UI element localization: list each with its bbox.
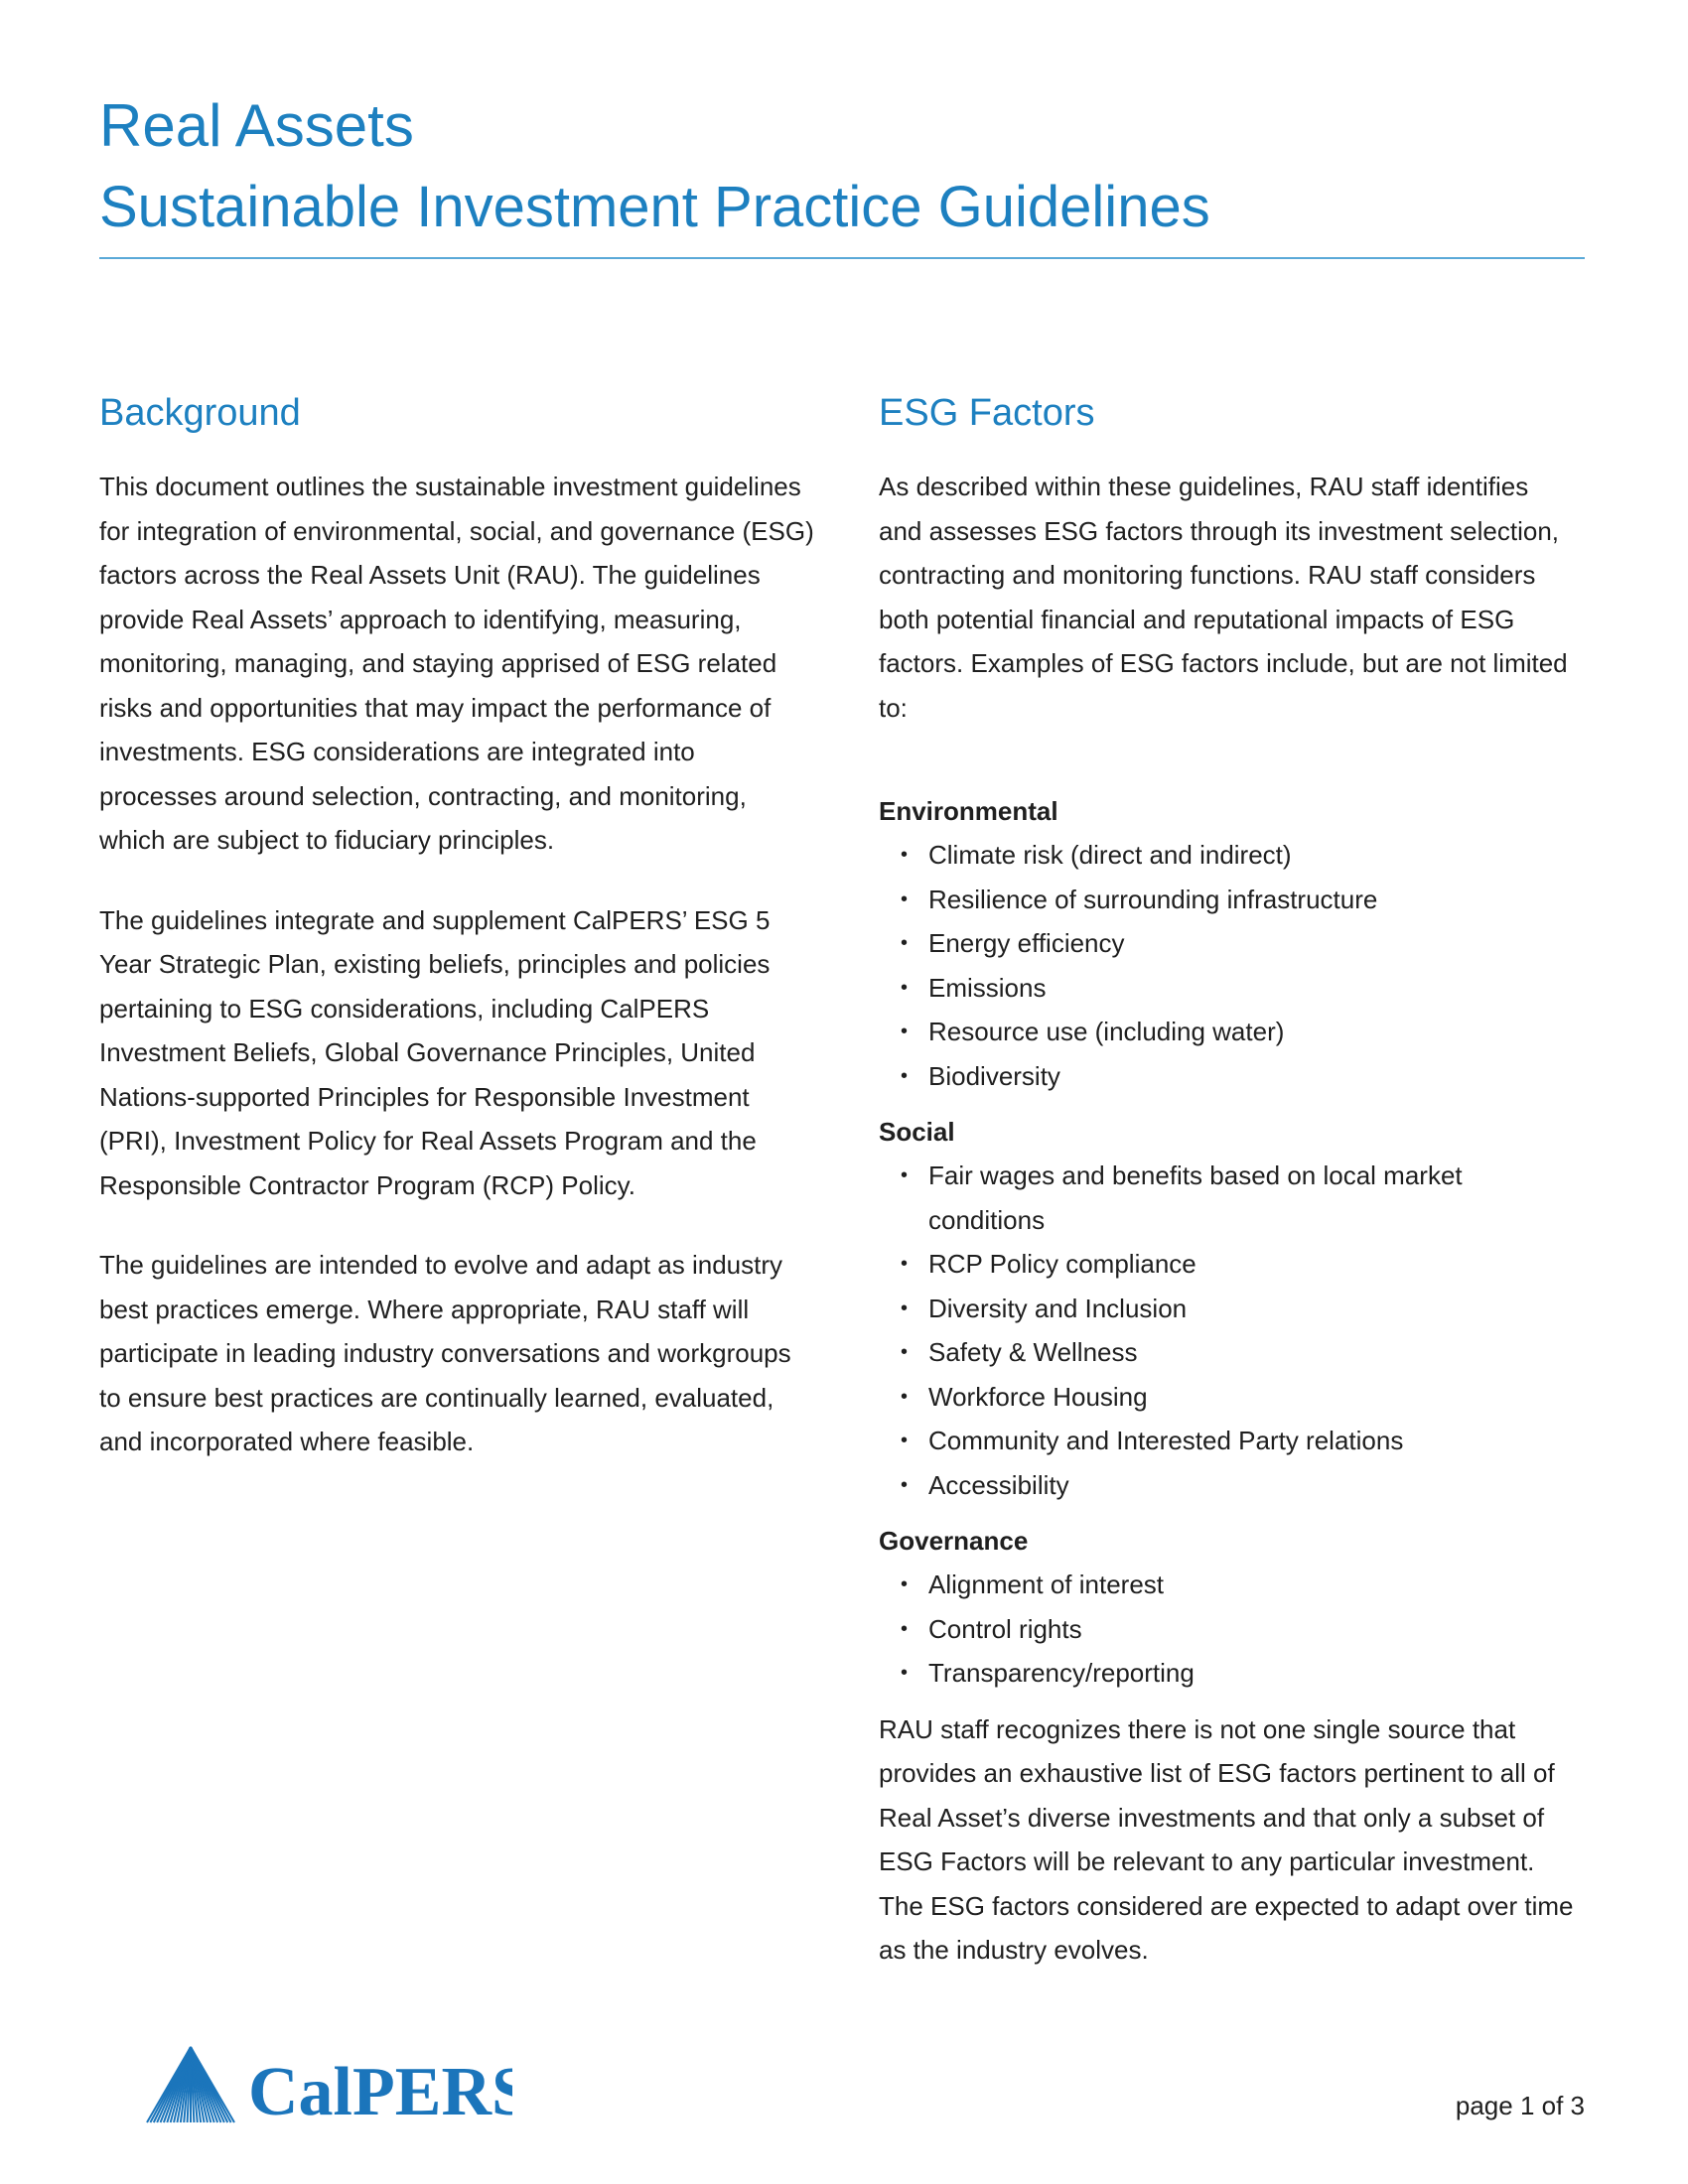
list-item: • Energy efficiency [901,921,1574,966]
bullet-icon: • [901,976,909,999]
bullet-icon: • [901,887,909,910]
bullet-icon: • [901,1662,909,1684]
esg-intro-paragraph: As described within these guidelines, RAU staff identifies and assesses ESG factors through its investment selection, contracting and monitoring functions. RAU staff considers both potential financial and reputational impacts of ESG factors. Examples of ESG factors include, but are not limited to: [879,472,1568,723]
bullet-icon: • [901,1164,909,1186]
list-item: • Fair wages and benefits based on local market conditions [901,1154,1574,1242]
list-item: • Community and Interested Party relations [901,1419,1574,1463]
background-section [99,387,814,1464]
list-item: • Transparency/reporting [901,1651,1574,1696]
governance-block [879,1519,1574,1696]
list-item: • Accessibility [901,1463,1574,1508]
page-number: page 1 of 3 [1455,2091,1585,2120]
list-item: • Diversity and Inclusion [901,1287,1574,1331]
list-item: • Workforce Housing [901,1375,1574,1420]
bullet-icon: • [901,1021,909,1042]
list-item: • RCP Policy compliance [901,1242,1574,1287]
background-heading: Background [99,392,301,434]
document-title: Real Assets [99,92,414,159]
background-paragraph-1: This document outlines the sustainable investment guidelines for integration of environmental, social, and governance (ESG) factors across the Real Assets Unit (RAU). The guidelines provide Real Assets’ approach to identifying, measuring, monitoring, managing, and staying apprised of ESG related risks and opportunities that may impact the performance of investments. ESG considerations are integrated into processes around selection, contracting, and monitoring, which are subject to fiduciary principles. [99,472,814,855]
list-item: • Resilience of surrounding infrastructure [901,878,1574,922]
list-item: • Emissions [901,966,1574,1011]
bullet-icon: • [901,844,909,866]
list-item: • Biodiversity [901,1054,1574,1099]
esg-factors-heading: ESG Factors [879,392,1095,434]
environmental-list [879,833,1574,1098]
bullet-icon: • [901,1341,909,1363]
esg-closing-paragraph: RAU staff recognizes there is not one single source that provides an exhaustive list of ESG factors pertinent to all of Real Asset’s diverse investments and that only a subset of ESG Factors will be relevant to any particular investment. The ESG factors considered are expected to adapt over time as the industry evolves. [879,1713,1574,1965]
background-paragraph-2: The guidelines integrate and supplement CalPERS’ ESG 5 Year Strategic Plan, existing beliefs, principles and policies pertaining to ESG considerations, including CalPERS Investment Beliefs, Global Governance Principles, United Nations-supported Principles for Responsible Investment (PRI), Investment Policy for Real Assets Program and the Responsible Contractor Program (RCP) Policy. [99,904,771,1200]
background-paragraph-3: The guidelines are intended to evolve and adapt as industry best practices emerge. Where appropriate, RAU staff will participate in leading industry conversations and workgroups to ensure best practices are continually learned, evaluated, and incorporated where feasible. [99,1250,791,1456]
environmental-block [879,789,1574,1098]
bullet-icon: • [901,1573,909,1595]
calpers-logo-icon [145,2045,512,2124]
logo-rays-icon [147,2047,234,2122]
list-item: • Climate risk (direct and indirect) [901,833,1574,878]
social-block [879,1110,1574,1507]
social-list [879,1154,1574,1507]
list-item: • Safety & Wellness [901,1330,1574,1375]
bullet-icon: • [901,1253,909,1275]
logo-wordmark: CalPERS [248,2054,512,2124]
governance-heading: Governance [879,1526,1029,1556]
list-item: • Control rights [901,1607,1574,1652]
governance-list [879,1563,1574,1696]
bullet-icon: • [901,1430,909,1451]
calpers-logo [145,2045,512,2124]
document-header [99,87,1585,250]
bullet-icon: • [901,1064,909,1087]
header-divider [99,257,1585,259]
bullet-icon: • [901,1617,909,1640]
bullet-icon: • [901,1473,909,1496]
bullet-icon: • [901,1385,909,1408]
document-subtitle: Sustainable Investment Practice Guidelines [99,175,1210,239]
bullet-icon: • [901,932,909,954]
list-item: • Resource use (including water) [901,1010,1574,1054]
list-item: • Alignment of interest [901,1563,1574,1607]
social-heading: Social [879,1117,955,1147]
esg-factors-section [879,387,1574,1973]
environmental-heading: Environmental [879,796,1058,826]
bullet-icon: • [901,1297,909,1319]
